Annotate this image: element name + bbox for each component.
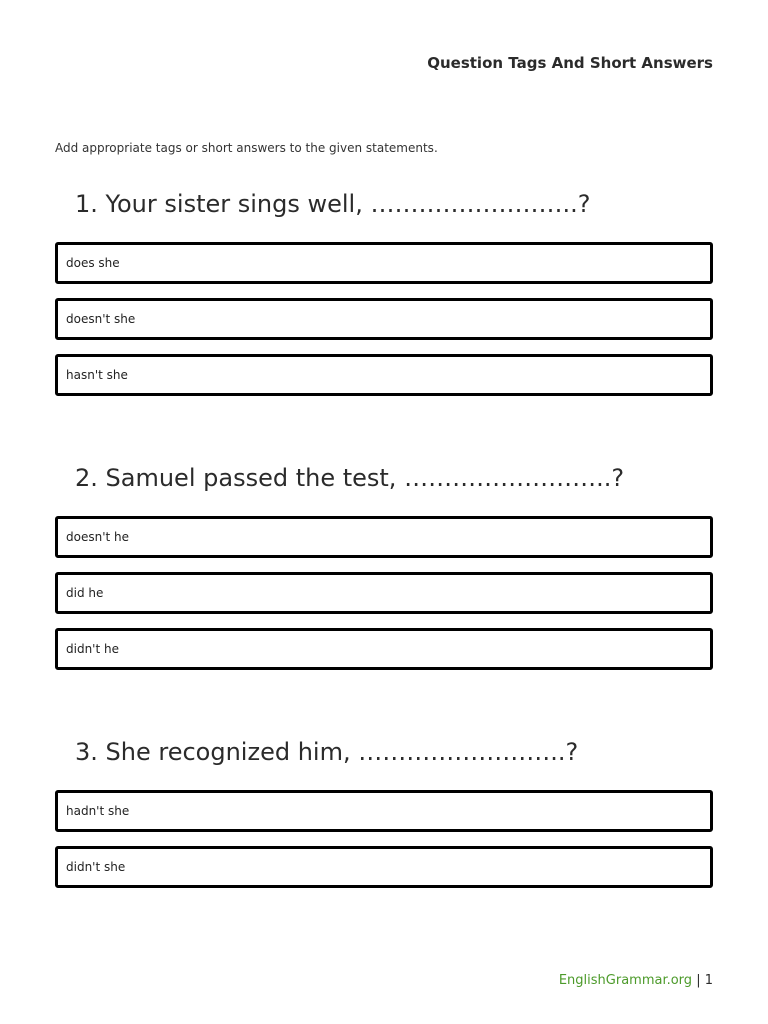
answer-options (55, 516, 713, 670)
answer-option[interactable] (55, 242, 713, 284)
question-2 (55, 462, 713, 684)
answer-option-label: didn't she (66, 860, 126, 874)
answer-options (55, 790, 713, 888)
answer-option-label: hasn't she (66, 368, 128, 382)
question-1 (55, 188, 713, 410)
instructions-text: Add appropriate tags or short answers to the given statements. (55, 141, 438, 155)
question-text: 3. She recognized him, ……………………..? (75, 738, 579, 766)
answer-option-label: hadn't she (66, 804, 130, 818)
answer-option-label: didn't he (66, 642, 119, 656)
question-text: 2. Samuel passed the test, ……………………..? (75, 464, 625, 492)
answer-option[interactable] (55, 298, 713, 340)
answer-option-label: doesn't he (66, 530, 130, 544)
answer-option-label: does she (66, 256, 120, 270)
answer-option-label: did he (66, 586, 104, 600)
question-text: 1. Your sister sings well, ……………………..? (75, 190, 591, 218)
answer-options (55, 242, 713, 396)
answer-option[interactable] (55, 572, 713, 614)
answer-option[interactable] (55, 516, 713, 558)
page-footer (559, 973, 713, 988)
answer-option[interactable] (55, 790, 713, 832)
page-number: 1 (704, 973, 713, 988)
page-title: Question Tags And Short Answers (427, 54, 713, 72)
answer-option[interactable] (55, 628, 713, 670)
footer-separator: | (692, 973, 705, 988)
site-link[interactable]: EnglishGrammar.org (558, 973, 693, 988)
answer-option-label: doesn't she (66, 312, 136, 326)
question-3 (55, 736, 713, 902)
answer-option[interactable] (55, 354, 713, 396)
answer-option[interactable] (55, 846, 713, 888)
